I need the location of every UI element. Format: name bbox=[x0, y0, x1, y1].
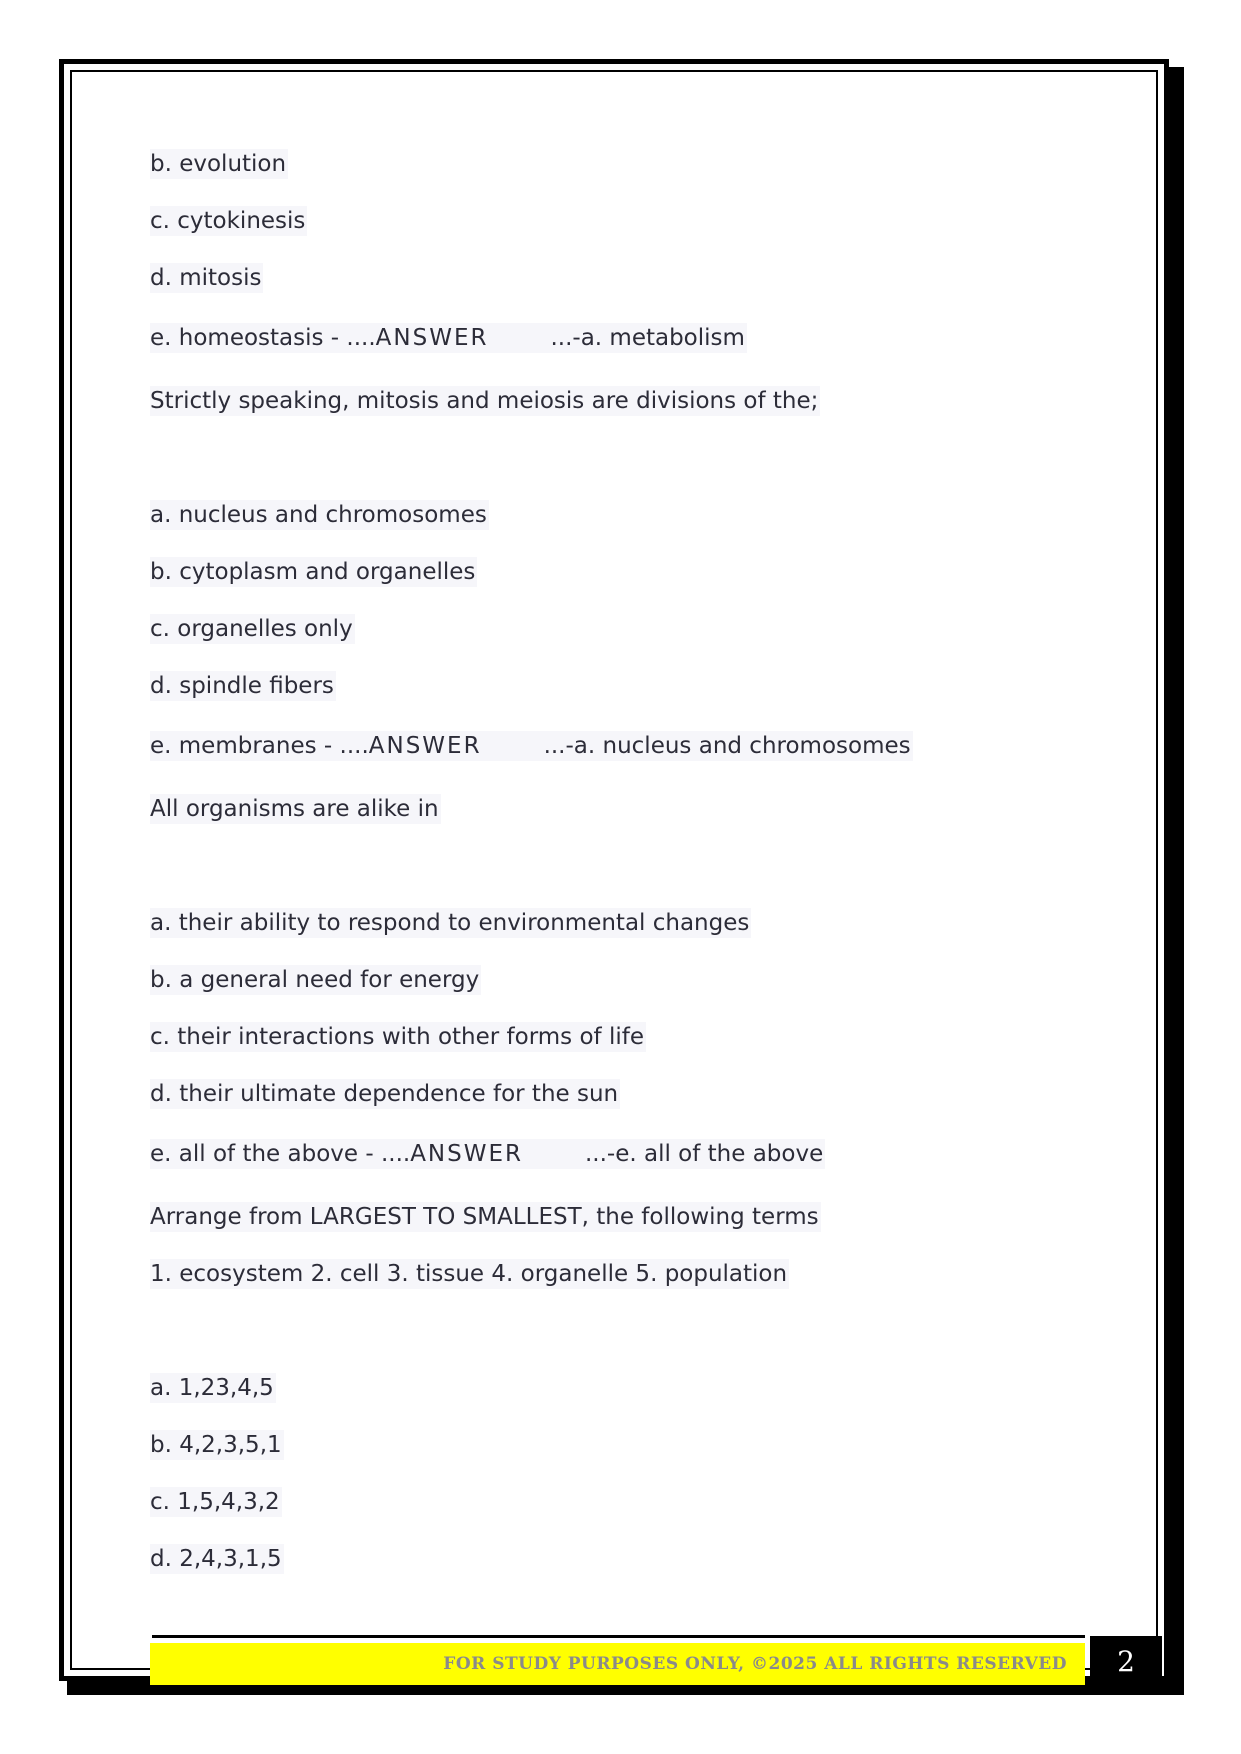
option-line: d. 2,4,3,1,5 bbox=[150, 1546, 282, 1572]
page-number: 2 bbox=[1090, 1636, 1162, 1687]
answer-option-text: e. membranes - .... bbox=[150, 733, 369, 759]
option-line: b. evolution bbox=[150, 151, 287, 177]
answer-value: ...-e. all of the above bbox=[584, 1141, 824, 1167]
option-line: c. their interactions with other forms of life bbox=[150, 1024, 644, 1050]
option-line: d. their ultimate dependence for the sun bbox=[150, 1081, 619, 1107]
answer-label: ANSWER bbox=[368, 733, 482, 759]
option-line: c. 1,5,4,3,2 bbox=[150, 1489, 280, 1515]
answer-value: ...-a. nucleus and chromosomes bbox=[543, 733, 911, 759]
answer-line bbox=[150, 731, 913, 761]
option-line: a. 1,23,4,5 bbox=[150, 1375, 274, 1401]
answer-label: ANSWER bbox=[375, 325, 489, 351]
question-line: Arrange from LARGEST TO SMALLEST, the following terms bbox=[150, 1204, 819, 1230]
answer-line bbox=[150, 323, 747, 353]
option-line: b. cytoplasm and organelles bbox=[150, 559, 476, 585]
option-line: a. nucleus and chromosomes bbox=[150, 502, 487, 528]
option-line: d. spindle fibers bbox=[150, 673, 334, 699]
option-line: a. their ability to respond to environmental changes bbox=[150, 910, 750, 936]
option-line: c. organelles only bbox=[150, 616, 353, 642]
answer-option-text: e. all of the above - .... bbox=[150, 1141, 411, 1167]
footer-rule bbox=[152, 1635, 1085, 1638]
answer-line bbox=[150, 1139, 825, 1169]
answer-option-text: e. homeostasis - .... bbox=[150, 325, 376, 351]
footer-copyright: FOR STUDY PURPOSES ONLY, ©2025 ALL RIGHTS RESERVED bbox=[443, 1654, 1067, 1674]
option-line: d. mitosis bbox=[150, 265, 262, 291]
option-line: b. a general need for energy bbox=[150, 967, 480, 993]
question-line: All organisms are alike in bbox=[150, 796, 439, 822]
option-line: c. cytokinesis bbox=[150, 208, 306, 234]
question-line: Strictly speaking, mitosis and meiosis are divisions of the; bbox=[150, 388, 819, 414]
footer-bar bbox=[150, 1643, 1085, 1685]
question-line: 1. ecosystem 2. cell 3. tissue 4. organelle 5. population bbox=[150, 1261, 788, 1287]
option-line: b. 4,2,3,5,1 bbox=[150, 1432, 282, 1458]
answer-value: ...-a. metabolism bbox=[550, 325, 745, 351]
answer-label: ANSWER bbox=[410, 1141, 523, 1167]
